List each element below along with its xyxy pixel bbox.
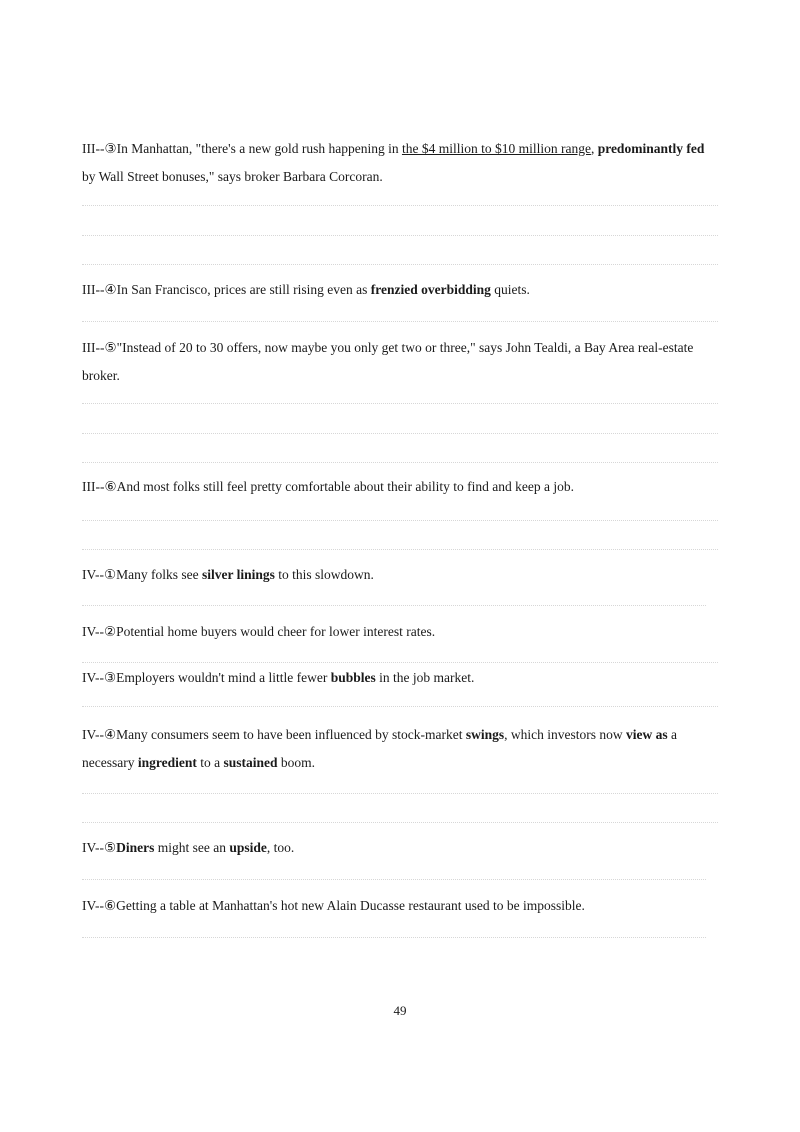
- text-run: a necessary: [82, 727, 678, 770]
- text-run: III--⑤"Instead of 20 to 30 offers, now maybe you only get two or three," says John Tealdi, a Bay Area real-estate broker.: [82, 340, 694, 383]
- text-run: III--④In San Francisco, prices are still rising even as: [82, 282, 371, 297]
- paragraph-IV-1: [82, 561, 718, 589]
- text-run: in the job market.: [375, 670, 475, 685]
- paragraph-III-6: [82, 473, 718, 501]
- ruled-line: [82, 549, 718, 550]
- paragraph-III-3: [82, 135, 718, 191]
- ruled-line: [82, 605, 706, 606]
- bold-term: silver linings: [201, 567, 275, 582]
- ruled-line: [82, 706, 718, 707]
- paragraph-IV-6: [82, 892, 718, 920]
- text-run: III--③In Manhattan, "there's a new gold rush happening in: [82, 141, 402, 156]
- ruled-line: [82, 264, 718, 265]
- paragraph-IV-2: [82, 618, 718, 646]
- paragraph-III-5: [82, 334, 718, 390]
- text-run: , too.: [266, 840, 295, 855]
- text-run: IV--①Many folks see: [82, 567, 202, 582]
- bold-term: sustained: [223, 755, 278, 770]
- bold-term: frenzied overbidding: [370, 282, 491, 297]
- page-number: 49: [393, 1003, 407, 1018]
- text-run: boom.: [277, 755, 316, 770]
- text-run: IV--③Employers wouldn't mind a little fewer: [82, 670, 331, 685]
- ruled-line: [82, 403, 718, 404]
- text-run: ,: [590, 141, 598, 156]
- bold-term: bubbles: [330, 670, 376, 685]
- ruled-line: [82, 321, 718, 322]
- text-run: IV--②Potential home buyers would cheer for lower interest rates.: [82, 624, 436, 639]
- ruled-line: [82, 879, 706, 880]
- underlined-phrase: the $4 million to $10 million range: [401, 141, 591, 156]
- ruled-line: [82, 462, 718, 463]
- bold-term: swings: [465, 727, 505, 742]
- text-run: III--⑥And most folks still feel pretty comfortable about their ability to find and keep a job.: [82, 479, 574, 494]
- paragraph-III-4: [82, 276, 718, 304]
- paragraph-IV-4: [82, 721, 718, 777]
- text-run: IV--④Many consumers seem to have been influenced by stock-market: [82, 727, 466, 742]
- ruled-line: [82, 662, 718, 663]
- text-run: , which investors now: [504, 727, 627, 742]
- paragraph-IV-5: [82, 834, 718, 862]
- ruled-line: [82, 937, 706, 938]
- text-run: quiets.: [490, 282, 530, 297]
- ruled-line: [82, 793, 718, 794]
- text-run: might see an: [154, 840, 230, 855]
- ruled-line: [82, 520, 718, 521]
- bold-term: Diners: [116, 840, 155, 855]
- text-run: IV--⑥Getting a table at Manhattan's hot new Alain Ducasse restaurant used to be impossible.: [82, 898, 585, 913]
- ruled-line: [82, 822, 718, 823]
- text-run: by Wall Street bonuses," says broker Barbara Corcoran.: [82, 169, 383, 184]
- ruled-line: [82, 205, 718, 206]
- text-run: to a: [196, 755, 224, 770]
- bold-term: ingredient: [137, 755, 197, 770]
- bold-term: view as: [626, 727, 668, 742]
- text-run: IV--⑤: [82, 840, 117, 855]
- bold-term: upside: [229, 840, 267, 855]
- ruled-line: [82, 235, 718, 236]
- paragraph-IV-3: [82, 664, 718, 692]
- text-run: to this slowdown.: [274, 567, 374, 582]
- bold-term: predominantly fed: [597, 141, 705, 156]
- ruled-line: [82, 433, 718, 434]
